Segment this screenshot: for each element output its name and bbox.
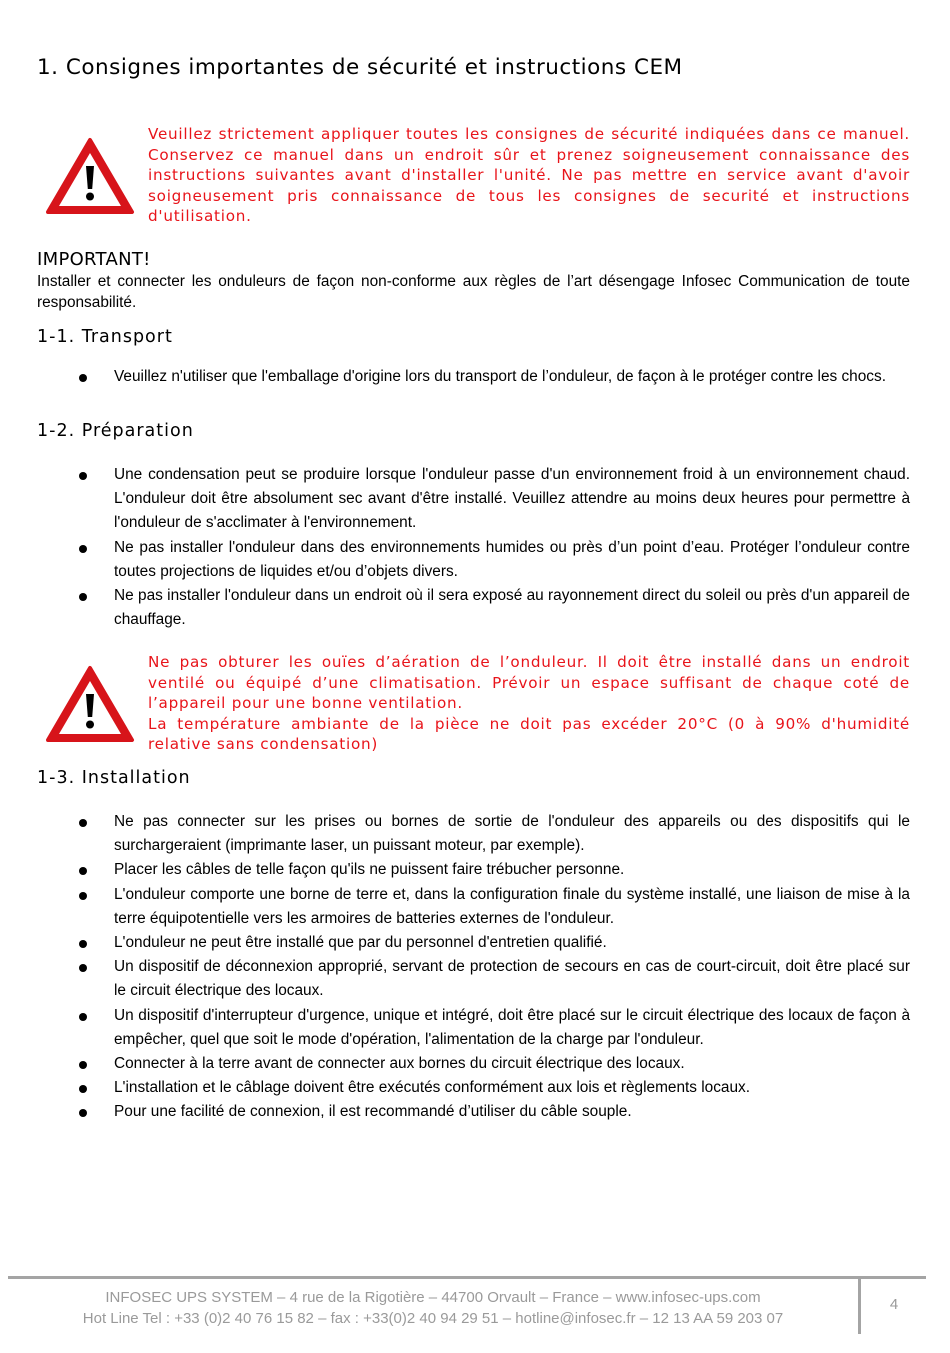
list-item — [114, 858, 910, 882]
list-item — [114, 536, 910, 584]
warning-triangle-icon — [45, 664, 135, 744]
bullet-icon — [79, 472, 87, 480]
safety-warning-text — [148, 124, 910, 227]
list-item — [114, 463, 910, 536]
list-item-text: Ne pas connecter sur les prises ou bornes de sortie de l'onduleur des appareils ou des dispositifs qui le surchargeraient (imprimante laser, un puissant moteur, par exemple). — [114, 813, 910, 855]
list-item — [114, 1076, 910, 1100]
temperature-warning-paragraph: La température ambiante de la pièce ne doit pas excéder 20°C (0 à 90% d'humidité relative sans condensation) — [148, 714, 910, 754]
list-item-text: L'onduleur ne peut être installé que par du personnel d'entretien qualifié. — [114, 934, 607, 952]
page-title: 1. Consignes importantes de sécurité et instructions CEM — [37, 55, 683, 80]
warning-triangle-icon — [45, 136, 135, 216]
bullet-icon — [79, 1013, 87, 1021]
list-item-text: Un dispositif d'interrupteur d'urgence, unique et intégré, doit être placé sur le circuit électrique des locaux de façon à empêcher, quel que soit le mode d'opération, l'alimentation de la charge par l'onduleur. — [114, 1006, 910, 1048]
preparation-list — [114, 463, 910, 632]
list-item-text: Placer les câbles de telle façon qu'ils ne puissent faire trébucher personne. — [114, 861, 625, 879]
list-item — [114, 1052, 910, 1076]
footer-address: INFOSEC UPS SYSTEM – 4 rue de la Rigotière – 44700 Orvault – France – www.infosec-ups.com — [105, 1289, 761, 1306]
bullet-icon — [79, 374, 87, 382]
section-heading-transport: 1-1. Transport — [37, 327, 173, 347]
list-item-text: Connecter à la terre avant de connecter aux bornes du circuit électrique des locaux. — [114, 1055, 685, 1073]
bullet-icon — [79, 964, 87, 972]
list-item-text: Pour une facilité de connexion, il est recommandé d’utiliser du câble souple. — [114, 1103, 632, 1121]
page-number: 4 — [889, 1296, 899, 1313]
list-item-text: Ne pas installer l'onduleur dans des environnements humides ou près d’un point d’eau. Protéger l’onduleur contre toutes projections de liquides et/ou d’objets divers. — [114, 538, 910, 580]
bullet-icon — [79, 940, 87, 948]
list-item — [114, 810, 910, 858]
transport-list — [114, 365, 910, 389]
list-item — [114, 1004, 910, 1052]
bullet-icon — [79, 545, 87, 553]
list-item-text: Un dispositif de déconnexion approprié, servant de protection de secours en cas de court-circuit, doit être placé sur le circuit électrique des locaux. — [114, 958, 910, 1000]
list-item-text: Ne pas installer l'onduleur dans un endroit où il sera exposé au rayonnement direct du soleil ou près d'un appareil de chauffage. — [114, 587, 910, 629]
section-heading-installation: 1-3. Installation — [37, 768, 191, 788]
list-item — [114, 1100, 910, 1124]
list-item-text: L'installation et le câblage doivent être exécutés conformément aux lois et règlements locaux. — [114, 1079, 751, 1097]
footer-divider — [8, 1276, 926, 1279]
bullet-icon — [79, 593, 87, 601]
list-item — [114, 931, 910, 955]
footer-hotline: Hot Line Tel : +33 (0)2 40 76 15 82 – fax : +33(0)2 40 94 29 51 – hotline@infosec.fr – 12 13 AA 59 203 07 — [82, 1310, 784, 1327]
important-heading: IMPORTANT! — [37, 249, 151, 270]
bullet-icon — [79, 892, 87, 900]
list-item-text: Veuillez n'utiliser que l'emballage d'origine lors du transport de l’onduleur, de façon à le protéger contre les chocs. — [114, 368, 886, 385]
list-item-text: L'onduleur comporte une borne de terre et, dans la configuration finale du système installé, une liaison de mise à la terre équipotentielle vers les armoires de batteries externes de l'onduleur. — [114, 885, 910, 927]
section-heading-preparation: 1-2. Préparation — [37, 421, 194, 441]
bullet-icon — [79, 1109, 87, 1117]
bullet-icon — [79, 819, 87, 827]
list-item-text: Une condensation peut se produire lorsque l'onduleur passe d'un environnement froid à un environnement chaud. L'onduleur doit être absolument sec avant d'être installé. Veuillez attendre au moins deux heures pour permettre à l'onduleur de s'acclimater à l'environnement. — [114, 466, 910, 532]
list-item — [114, 584, 910, 632]
bullet-icon — [79, 867, 87, 875]
list-item — [114, 365, 910, 389]
ventilation-warning-paragraph: Ne pas obturer les ouïes d’aération de l’onduleur. Il doit être installé dans un endroit ventilé ou équipé d’une climatisation. Prévoir un espace suffisant de chaque coté de l’appareil pour une bonne ventilation. — [148, 653, 910, 713]
footer-contact — [8, 1287, 858, 1329]
bullet-icon — [79, 1085, 87, 1093]
bullet-icon — [79, 1061, 87, 1069]
list-item — [114, 955, 910, 1003]
installation-list — [114, 810, 910, 1125]
footer-vertical-divider — [858, 1278, 861, 1334]
list-item — [114, 883, 910, 931]
safety-warning-paragraph: Veuillez strictement appliquer toutes les consignes de sécurité indiquées dans ce manuel. Conservez ce manuel dans un endroit sûr et prenez soigneusement connaissance des instructions suivantes avant d'installer l'unité. Ne pas mettre en service avant d'avoir soigneusement pris connaissance de tous les consignes de securité et instructions d'utilisation. — [148, 125, 910, 226]
ventilation-warning-text — [148, 652, 910, 755]
important-body-text: Installer et connecter les onduleurs de façon non-conforme aux règles de l’art désengage Infosec Communication de toute responsabilité. — [37, 273, 910, 311]
